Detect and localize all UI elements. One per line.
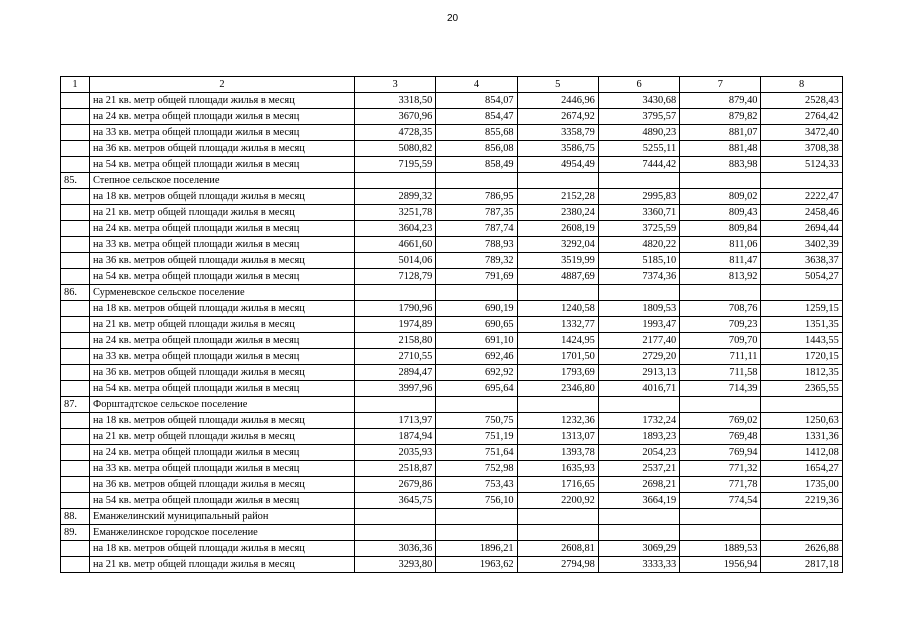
value-cell: 1713,97: [355, 413, 436, 429]
value-cell: 791,69: [436, 269, 517, 285]
table-row: [61, 141, 843, 157]
empty-cell: [61, 333, 90, 349]
value-cell: 714,39: [680, 381, 761, 397]
value-cell: 786,95: [436, 189, 517, 205]
empty-cell: [355, 285, 436, 301]
table-row: [61, 445, 843, 461]
header-cell: 6: [598, 77, 679, 93]
value-cell: 1812,35: [761, 365, 842, 381]
table-row: [61, 365, 843, 381]
header-cell: 3: [355, 77, 436, 93]
value-cell: 2817,18: [761, 557, 842, 573]
value-cell: 813,92: [680, 269, 761, 285]
section-row: [61, 173, 843, 189]
empty-cell: [598, 173, 679, 189]
value-cell: 2729,20: [598, 349, 679, 365]
empty-cell: [61, 541, 90, 557]
table-row: [61, 205, 843, 221]
empty-cell: [61, 413, 90, 429]
empty-cell: [517, 173, 598, 189]
value-cell: 1250,63: [761, 413, 842, 429]
value-cell: 1331,36: [761, 429, 842, 445]
empty-cell: [61, 461, 90, 477]
empty-cell: [61, 237, 90, 253]
value-cell: 2035,93: [355, 445, 436, 461]
empty-cell: [680, 509, 761, 525]
value-cell: 3318,50: [355, 93, 436, 109]
value-cell: 1232,36: [517, 413, 598, 429]
empty-cell: [61, 301, 90, 317]
empty-cell: [355, 525, 436, 541]
value-cell: 3430,68: [598, 93, 679, 109]
row-label: на 33 кв. метра общей площади жилья в месяц: [90, 349, 355, 365]
empty-cell: [61, 221, 90, 237]
value-cell: 2913,13: [598, 365, 679, 381]
row-label: на 24 кв. метра общей площади жилья в месяц: [90, 109, 355, 125]
row-number: 85.: [61, 173, 90, 189]
value-cell: 7374,36: [598, 269, 679, 285]
value-cell: 1332,77: [517, 317, 598, 333]
empty-cell: [598, 397, 679, 413]
value-cell: 2446,96: [517, 93, 598, 109]
value-cell: 879,40: [680, 93, 761, 109]
value-cell: 2626,88: [761, 541, 842, 557]
value-cell: 751,64: [436, 445, 517, 461]
row-number: 89.: [61, 525, 90, 541]
table-row: [61, 493, 843, 509]
empty-cell: [61, 317, 90, 333]
empty-cell: [517, 397, 598, 413]
value-cell: 856,08: [436, 141, 517, 157]
value-cell: 709,70: [680, 333, 761, 349]
value-cell: 756,10: [436, 493, 517, 509]
value-cell: 1735,00: [761, 477, 842, 493]
value-cell: 774,54: [680, 493, 761, 509]
table-row: [61, 301, 843, 317]
row-number: 87.: [61, 397, 90, 413]
empty-cell: [517, 525, 598, 541]
table-row: [61, 541, 843, 557]
value-cell: 1240,58: [517, 301, 598, 317]
value-cell: 2608,19: [517, 221, 598, 237]
empty-cell: [61, 429, 90, 445]
value-cell: 3472,40: [761, 125, 842, 141]
empty-cell: [61, 477, 90, 493]
value-cell: 2694,44: [761, 221, 842, 237]
section-row: [61, 509, 843, 525]
value-cell: 3725,59: [598, 221, 679, 237]
value-cell: 1443,55: [761, 333, 842, 349]
value-cell: 3586,75: [517, 141, 598, 157]
value-cell: 2794,98: [517, 557, 598, 573]
empty-cell: [61, 381, 90, 397]
value-cell: 751,19: [436, 429, 517, 445]
table-row: [61, 237, 843, 253]
value-cell: 1993,47: [598, 317, 679, 333]
value-cell: 4661,60: [355, 237, 436, 253]
table-row: [61, 333, 843, 349]
empty-cell: [61, 109, 90, 125]
row-label: на 54 кв. метра общей площади жилья в месяц: [90, 157, 355, 173]
value-cell: 3604,23: [355, 221, 436, 237]
value-cell: 709,23: [680, 317, 761, 333]
empty-cell: [436, 525, 517, 541]
value-cell: 5255,11: [598, 141, 679, 157]
empty-cell: [61, 493, 90, 509]
value-cell: 769,02: [680, 413, 761, 429]
value-cell: 1809,53: [598, 301, 679, 317]
empty-cell: [61, 445, 90, 461]
value-cell: 4890,23: [598, 125, 679, 141]
value-cell: 3293,80: [355, 557, 436, 573]
value-cell: 3036,36: [355, 541, 436, 557]
row-label: на 54 кв. метра общей площади жилья в месяц: [90, 269, 355, 285]
row-label: на 21 кв. метр общей площади жилья в месяц: [90, 317, 355, 333]
value-cell: 4016,71: [598, 381, 679, 397]
value-cell: 3670,96: [355, 109, 436, 125]
empty-cell: [680, 285, 761, 301]
row-label: на 18 кв. метров общей площади жилья в месяц: [90, 413, 355, 429]
value-cell: 881,48: [680, 141, 761, 157]
value-cell: 2674,92: [517, 109, 598, 125]
value-cell: 5014,06: [355, 253, 436, 269]
value-cell: 1393,78: [517, 445, 598, 461]
empty-cell: [61, 557, 90, 573]
value-cell: 3292,04: [517, 237, 598, 253]
table-row: [61, 125, 843, 141]
table-row: [61, 253, 843, 269]
empty-cell: [61, 205, 90, 221]
value-cell: 3402,39: [761, 237, 842, 253]
header-cell: 7: [680, 77, 761, 93]
value-cell: 2152,28: [517, 189, 598, 205]
value-cell: 2158,80: [355, 333, 436, 349]
row-label: на 21 кв. метр общей площади жилья в месяц: [90, 205, 355, 221]
value-cell: 3251,78: [355, 205, 436, 221]
value-cell: 2518,87: [355, 461, 436, 477]
value-cell: 3069,29: [598, 541, 679, 557]
row-label: на 33 кв. метра общей площади жилья в месяц: [90, 125, 355, 141]
empty-cell: [517, 285, 598, 301]
value-cell: 1635,93: [517, 461, 598, 477]
empty-cell: [355, 397, 436, 413]
empty-cell: [61, 93, 90, 109]
row-label: на 33 кв. метра общей площади жилья в месяц: [90, 237, 355, 253]
section-label: Еманжелинский муниципальный район: [90, 509, 355, 525]
empty-cell: [355, 509, 436, 525]
table-row: [61, 93, 843, 109]
row-label: на 24 кв. метра общей площади жилья в месяц: [90, 221, 355, 237]
empty-cell: [436, 397, 517, 413]
value-cell: 855,68: [436, 125, 517, 141]
value-cell: 809,43: [680, 205, 761, 221]
row-label: на 36 кв. метров общей площади жилья в месяц: [90, 141, 355, 157]
value-cell: 5185,10: [598, 253, 679, 269]
value-cell: 809,02: [680, 189, 761, 205]
empty-cell: [680, 173, 761, 189]
empty-cell: [761, 525, 842, 541]
value-cell: 3664,19: [598, 493, 679, 509]
value-cell: 692,46: [436, 349, 517, 365]
row-number: 88.: [61, 509, 90, 525]
empty-cell: [61, 269, 90, 285]
empty-cell: [61, 349, 90, 365]
value-cell: 787,35: [436, 205, 517, 221]
value-cell: 711,11: [680, 349, 761, 365]
header-cell: 1: [61, 77, 90, 93]
value-cell: 752,98: [436, 461, 517, 477]
empty-cell: [61, 189, 90, 205]
value-cell: 2054,23: [598, 445, 679, 461]
value-cell: 2894,47: [355, 365, 436, 381]
value-cell: 1412,08: [761, 445, 842, 461]
empty-cell: [761, 173, 842, 189]
value-cell: 2528,43: [761, 93, 842, 109]
value-cell: 753,43: [436, 477, 517, 493]
table-row: [61, 269, 843, 285]
value-cell: 2995,83: [598, 189, 679, 205]
value-cell: 2537,21: [598, 461, 679, 477]
page-number: 20: [446, 13, 459, 24]
value-cell: 3795,57: [598, 109, 679, 125]
value-cell: 771,78: [680, 477, 761, 493]
value-cell: 771,32: [680, 461, 761, 477]
value-cell: 5080,82: [355, 141, 436, 157]
header-cell: 2: [90, 77, 355, 93]
section-label: Еманжелинское городское поселение: [90, 525, 355, 541]
value-cell: 7128,79: [355, 269, 436, 285]
value-cell: 2200,92: [517, 493, 598, 509]
value-cell: 1896,21: [436, 541, 517, 557]
empty-cell: [61, 157, 90, 173]
value-cell: 7195,59: [355, 157, 436, 173]
value-cell: 695,64: [436, 381, 517, 397]
row-label: на 21 кв. метр общей площади жилья в месяц: [90, 429, 355, 445]
section-row: [61, 285, 843, 301]
empty-cell: [598, 509, 679, 525]
empty-cell: [61, 253, 90, 269]
value-cell: 1716,65: [517, 477, 598, 493]
value-cell: 1351,35: [761, 317, 842, 333]
value-cell: 2710,55: [355, 349, 436, 365]
value-cell: 691,10: [436, 333, 517, 349]
value-cell: 1874,94: [355, 429, 436, 445]
value-cell: 883,98: [680, 157, 761, 173]
tariff-table: [60, 76, 843, 573]
value-cell: 769,48: [680, 429, 761, 445]
value-cell: 3645,75: [355, 493, 436, 509]
table-row: [61, 461, 843, 477]
value-cell: 690,19: [436, 301, 517, 317]
value-cell: 3638,37: [761, 253, 842, 269]
row-label: на 33 кв. метра общей площади жилья в месяц: [90, 461, 355, 477]
table-row: [61, 221, 843, 237]
row-label: на 21 кв. метр общей площади жилья в месяц: [90, 557, 355, 573]
value-cell: 1974,89: [355, 317, 436, 333]
row-label: на 36 кв. метров общей площади жилья в месяц: [90, 477, 355, 493]
value-cell: 4728,35: [355, 125, 436, 141]
empty-cell: [680, 525, 761, 541]
value-cell: 2222,47: [761, 189, 842, 205]
value-cell: 2698,21: [598, 477, 679, 493]
section-row: [61, 525, 843, 541]
header-cell: 5: [517, 77, 598, 93]
value-cell: 854,07: [436, 93, 517, 109]
value-cell: 692,92: [436, 365, 517, 381]
value-cell: 7444,42: [598, 157, 679, 173]
empty-cell: [61, 365, 90, 381]
value-cell: 1893,23: [598, 429, 679, 445]
value-cell: 1790,96: [355, 301, 436, 317]
value-cell: 4887,69: [517, 269, 598, 285]
value-cell: 4954,49: [517, 157, 598, 173]
value-cell: 2899,32: [355, 189, 436, 205]
value-cell: 3519,99: [517, 253, 598, 269]
value-cell: 5054,27: [761, 269, 842, 285]
value-cell: 2380,24: [517, 205, 598, 221]
table-row: [61, 349, 843, 365]
row-label: на 36 кв. метров общей площади жилья в месяц: [90, 253, 355, 269]
value-cell: 1793,69: [517, 365, 598, 381]
value-cell: 711,58: [680, 365, 761, 381]
value-cell: 858,49: [436, 157, 517, 173]
value-cell: 3358,79: [517, 125, 598, 141]
value-cell: 1720,15: [761, 349, 842, 365]
value-cell: 2219,36: [761, 493, 842, 509]
empty-cell: [598, 285, 679, 301]
row-label: на 18 кв. метров общей площади жилья в месяц: [90, 541, 355, 557]
empty-cell: [680, 397, 761, 413]
value-cell: 1889,53: [680, 541, 761, 557]
row-label: на 54 кв. метра общей площади жилья в месяц: [90, 493, 355, 509]
table-header-row: [61, 77, 843, 93]
section-label: Форштадтское сельское поселение: [90, 397, 355, 413]
value-cell: 2177,40: [598, 333, 679, 349]
value-cell: 690,65: [436, 317, 517, 333]
value-cell: 1259,15: [761, 301, 842, 317]
table-row: [61, 429, 843, 445]
value-cell: 2608,81: [517, 541, 598, 557]
value-cell: 787,74: [436, 221, 517, 237]
empty-cell: [436, 509, 517, 525]
row-label: на 36 кв. метров общей площади жилья в месяц: [90, 365, 355, 381]
row-label: на 24 кв. метра общей площади жилья в месяц: [90, 333, 355, 349]
value-cell: 3997,96: [355, 381, 436, 397]
value-cell: 3360,71: [598, 205, 679, 221]
section-row: [61, 397, 843, 413]
value-cell: 3708,38: [761, 141, 842, 157]
row-label: на 24 кв. метра общей площади жилья в месяц: [90, 445, 355, 461]
row-number: 86.: [61, 285, 90, 301]
value-cell: 708,76: [680, 301, 761, 317]
value-cell: 1963,62: [436, 557, 517, 573]
empty-cell: [436, 285, 517, 301]
section-label: Степное сельское поселение: [90, 173, 355, 189]
value-cell: 811,47: [680, 253, 761, 269]
value-cell: 769,94: [680, 445, 761, 461]
row-label: на 54 кв. метра общей площади жилья в месяц: [90, 381, 355, 397]
empty-cell: [355, 173, 436, 189]
table-row: [61, 157, 843, 173]
value-cell: 2458,46: [761, 205, 842, 221]
row-label: на 18 кв. метров общей площади жилья в месяц: [90, 301, 355, 317]
table-row: [61, 557, 843, 573]
empty-cell: [61, 125, 90, 141]
empty-cell: [761, 397, 842, 413]
row-label: на 21 кв. метр общей площади жилья в месяц: [90, 93, 355, 109]
value-cell: 1732,24: [598, 413, 679, 429]
value-cell: 750,75: [436, 413, 517, 429]
section-label: Сурменевское сельское поселение: [90, 285, 355, 301]
header-cell: 8: [761, 77, 842, 93]
empty-cell: [517, 509, 598, 525]
row-label: на 18 кв. метров общей площади жилья в месяц: [90, 189, 355, 205]
value-cell: 2679,86: [355, 477, 436, 493]
value-cell: 1654,27: [761, 461, 842, 477]
value-cell: 854,47: [436, 109, 517, 125]
value-cell: 1313,07: [517, 429, 598, 445]
table-row: [61, 381, 843, 397]
value-cell: 881,07: [680, 125, 761, 141]
empty-cell: [61, 141, 90, 157]
empty-cell: [761, 285, 842, 301]
value-cell: 1701,50: [517, 349, 598, 365]
table-row: [61, 317, 843, 333]
table-row: [61, 413, 843, 429]
empty-cell: [436, 173, 517, 189]
value-cell: 4820,22: [598, 237, 679, 253]
empty-cell: [598, 525, 679, 541]
value-cell: 1956,94: [680, 557, 761, 573]
value-cell: 879,82: [680, 109, 761, 125]
value-cell: 3333,33: [598, 557, 679, 573]
value-cell: 2764,42: [761, 109, 842, 125]
table-row: [61, 189, 843, 205]
value-cell: 789,32: [436, 253, 517, 269]
header-cell: 4: [436, 77, 517, 93]
value-cell: 1424,95: [517, 333, 598, 349]
table-row: [61, 109, 843, 125]
value-cell: 5124,33: [761, 157, 842, 173]
value-cell: 788,93: [436, 237, 517, 253]
value-cell: 811,06: [680, 237, 761, 253]
table-row: [61, 477, 843, 493]
value-cell: 2346,80: [517, 381, 598, 397]
value-cell: 2365,55: [761, 381, 842, 397]
value-cell: 809,84: [680, 221, 761, 237]
empty-cell: [761, 509, 842, 525]
